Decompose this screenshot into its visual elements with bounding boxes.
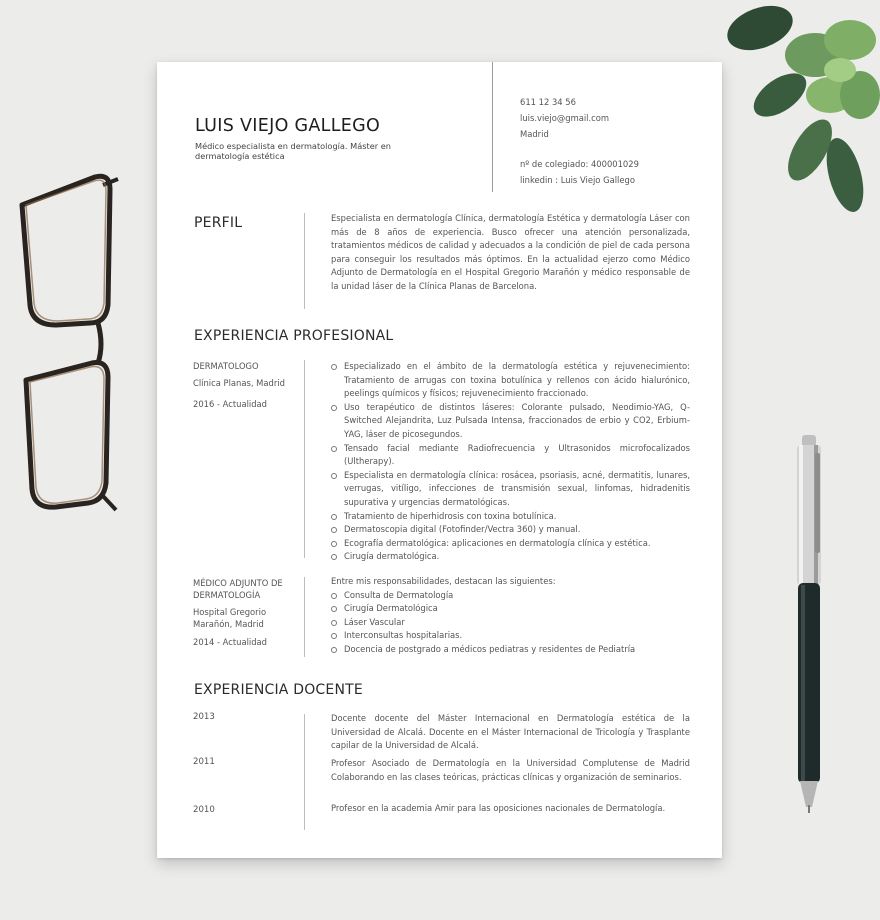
perfil-divider <box>304 213 305 309</box>
docente-text: Profesor en la academia Amir para las oposiciones nacionales de Dermatología. <box>331 803 666 813</box>
list-item: Láser Vascular <box>331 616 690 630</box>
docente-text: Docente docente del Máster Internacional en Dermatología estética de la Universidad de Alcalá. Docente en el Máster Internacional de Tricología y Trasplante capilar de la Universidad de Alcalá. <box>331 713 690 751</box>
header-divider <box>492 62 493 192</box>
job-2-role: MÉDICO ADJUNTO DE DERMATOLOGÍA <box>193 578 283 600</box>
list-item: Tensado facial mediante Radiofrecuencia y Ultrasonidos microfocalizados (Ultherapy). <box>331 442 690 469</box>
list-item: Interconsultas hospitalarias. <box>331 629 690 643</box>
docente-year: 2011 <box>193 757 215 767</box>
docente-title: EXPERIENCIA DOCENTE <box>194 682 363 698</box>
candidate-name: LUIS VIEJO GALLEGO <box>195 116 381 136</box>
docente-divider <box>304 714 305 830</box>
list-item: Dermatoscopia digital (Fotofinder/Vectra 360) y manual. <box>331 523 690 537</box>
list-item: Tratamiento de hiperhidrosis con toxina botulínica. <box>331 510 690 524</box>
job-2-period: 2014 - Actualidad <box>193 637 267 647</box>
docente-text: Profesor Asociado de Dermatología en la Universidad Complutense de Madrid Colaborando en las clases teóricas, prácticas clínicas y organización de seminarios. <box>331 758 690 782</box>
list-item: Cirugía dermatológica. <box>331 550 690 564</box>
contact-email: luis.viejo@gmail.com <box>520 113 610 123</box>
experiencia-title: EXPERIENCIA PROFESIONAL <box>194 328 394 344</box>
list-item: Cirugía Dermatológica <box>331 602 690 616</box>
job-2-details <box>331 575 690 657</box>
job-1-role: DERMATOLOGO <box>193 361 259 371</box>
job-1-divider <box>304 360 305 558</box>
perfil-title: PERFIL <box>194 215 243 231</box>
resume-sheet <box>157 62 722 858</box>
job-1-bullets <box>331 360 690 564</box>
job-2-place: Hospital Gregorio Marañón, Madrid <box>193 607 267 629</box>
list-item: Especializado en el ámbito de la dermatología estética y rejuvenecimiento: Tratamiento de arrugas con toxina botulínica y rellenos con ácido hialurónico, peelings químicos y físicos; rejuvenecimiento fraccionado. <box>331 360 690 401</box>
contact-city: Madrid <box>520 129 549 139</box>
plant-icon <box>720 0 880 220</box>
docente-year: 2013 <box>193 712 215 722</box>
job-1-place: Clínica Planas, Madrid <box>193 378 285 388</box>
list-item: Especialista en dermatología clínica: rosácea, psoriasis, acné, dermatitis, lunares, verrugas, vitíligo, infecciones de transmisión sexual, linfomas, hidradenitis supurativa y urgencias dermatológicas. <box>331 469 690 510</box>
pen-icon <box>792 435 828 815</box>
job-2-intro: Entre mis responsabilidades, destacan las siguientes: <box>331 576 556 586</box>
job-1-meta <box>193 360 303 410</box>
candidate-subtitle: Médico especialista en dermatología. Máster en dermatología estética <box>195 141 391 161</box>
perfil-text: Especialista en dermatología Clínica, dermatología Estética y dermatología Láser con más de 8 años de experiencia. Busco ofrecer una atención personalizada, tratamientos médicos de calidad y adecuados a la condición de piel de cada persona para conseguir los resultados más óptimos. En la actualidad ejerzo como Médico Adjunto de Dermatología en el Hospital Gregorio Marañón y médico responsable de la unidad láser de la Clínica Planas de Barcelona. <box>331 213 690 291</box>
job-2-meta <box>193 577 303 648</box>
job-1-period: 2016 - Actualidad <box>193 399 267 409</box>
job-2-bullets <box>331 589 690 657</box>
list-item: Ecografía dermatológica: aplicaciones en dermatología clínica y estética. <box>331 537 690 551</box>
job-2-divider <box>304 577 305 657</box>
list-item: Uso terapéutico de distintos láseres: Colorante pulsado, Neodimio-YAG, Q-Switched Alejandrita, Luz Pulsada Intensa, fraccionados de erbio y CO2, Erbium-YAG, láser de picosegundos. <box>331 401 690 442</box>
contact-linkedin: linkedin : Luis Viejo Gallego <box>520 175 635 185</box>
contact-phone: 611 12 34 56 <box>520 97 576 107</box>
list-item: Consulta de Dermatología <box>331 589 690 603</box>
docente-year: 2010 <box>193 805 215 815</box>
glasses-icon <box>0 165 140 525</box>
list-item: Docencia de postgrado a médicos pediatras y residentes de Pediatría <box>331 643 690 657</box>
contact-collegiate: nº de colegiado: 400001029 <box>520 159 639 169</box>
job-1-details <box>331 360 690 564</box>
